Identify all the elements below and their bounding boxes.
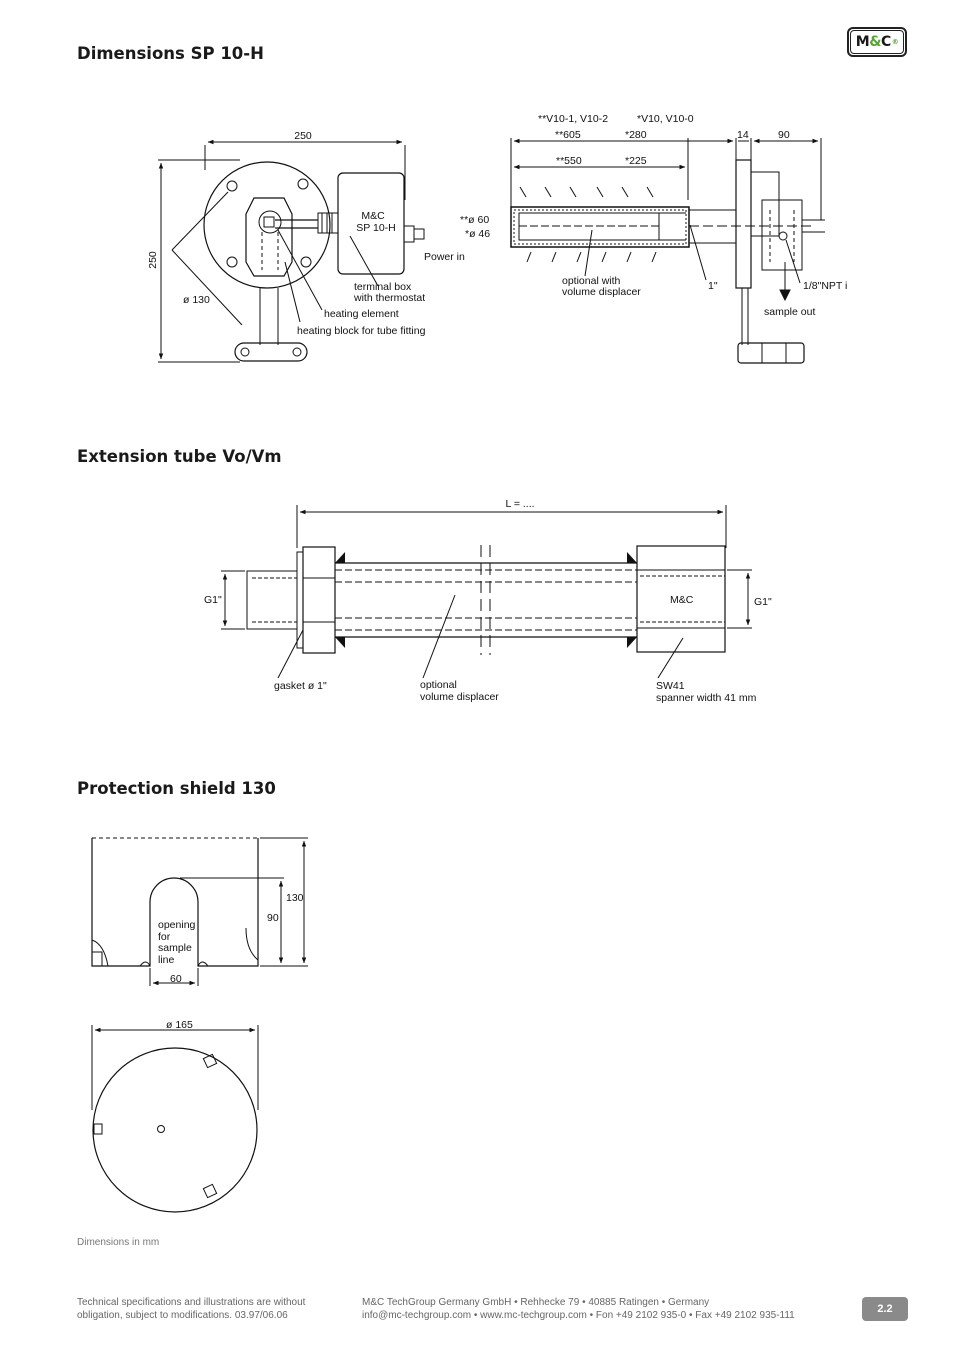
label-heating-element: heating element — [324, 308, 399, 320]
dim-height-250: 250 — [147, 251, 159, 269]
label-with-thermostat: with thermostat — [354, 292, 426, 304]
page-title: Dimensions SP 10-H — [77, 44, 264, 63]
label-sample: sample — [158, 942, 192, 954]
label-volume-displacer: volume displacer — [562, 286, 641, 298]
label-npt: 1/8"NPT i — [803, 280, 848, 292]
dim-dia-165: ø 165 — [166, 1019, 193, 1031]
label-optional-with: optional with — [562, 275, 621, 287]
dim-130: 130 — [286, 892, 304, 904]
label-sw41: SW41 — [656, 680, 685, 692]
label-volume-displacer: volume displacer — [420, 691, 499, 703]
label-optional: optional — [420, 679, 457, 691]
label-thread-1in: 1" — [708, 280, 718, 292]
dim-dia-46: *ø 46 — [465, 228, 491, 240]
dim-90: 90 — [778, 129, 790, 141]
dim-550: **550 — [556, 155, 582, 167]
label-sample-out: sample out — [764, 306, 816, 318]
label-variants-a: **V10-1, V10-2 — [538, 113, 609, 125]
fitting-brand: M&C — [670, 594, 694, 606]
protection-shield-drawing — [0, 820, 954, 1200]
dim-dia-130: ø 130 — [183, 294, 210, 306]
units-note: Dimensions in mm — [77, 1237, 160, 1248]
dim-g1-left: G1" — [204, 594, 222, 606]
dim-14: 14 — [737, 129, 749, 141]
label-gasket: gasket ø 1" — [274, 680, 327, 692]
dim-280: *280 — [625, 129, 647, 141]
dim-length-l: L = .... — [505, 498, 535, 510]
terminal-box-brand: M&C — [361, 210, 385, 222]
label-opening: opening — [158, 919, 196, 931]
label-spanner-width: spanner width 41 mm — [656, 692, 757, 704]
label-heating-block: heating block for tube fitting — [297, 325, 426, 337]
label-power-in: Power in — [424, 251, 465, 263]
label-terminal-box: terminal box — [354, 281, 412, 293]
footer-company: M&C TechGroup Germany GmbH • Rehhecke 79 • 40885 Ratingen • Germany info@mc-techgroup.com • www.mc-techgroup.com • Fon +49 2102 935-0 • Fax +49 2102 935-111 — [362, 1297, 795, 1321]
mc-logo: M & C ® — [847, 27, 907, 57]
dim-width-250: 250 — [294, 130, 312, 142]
label-variants-b: *V10, V10-0 — [637, 113, 694, 125]
terminal-box-model: SP 10-H — [356, 222, 396, 234]
page-number-badge: 2.2 — [862, 1297, 908, 1321]
extension-tube-drawing — [0, 490, 954, 720]
dim-g1-right: G1" — [754, 596, 772, 608]
sp10h-drawing — [0, 0, 954, 400]
dim-dia-60: **ø 60 — [460, 214, 490, 226]
label-line: line — [158, 954, 175, 966]
section-title-extension: Extension tube Vo/Vm — [77, 447, 282, 466]
section-title-shield: Protection shield 130 — [77, 779, 276, 798]
dim-605: **605 — [555, 129, 581, 141]
dim-60: 60 — [170, 973, 182, 985]
dim-225: *225 — [625, 155, 647, 167]
dim-90: 90 — [267, 912, 279, 924]
footer-disclaimer: Technical specifications and illustrations are without obligation, subject to modifications. 03.97/06.06 — [77, 1297, 306, 1321]
label-for: for — [158, 931, 171, 943]
